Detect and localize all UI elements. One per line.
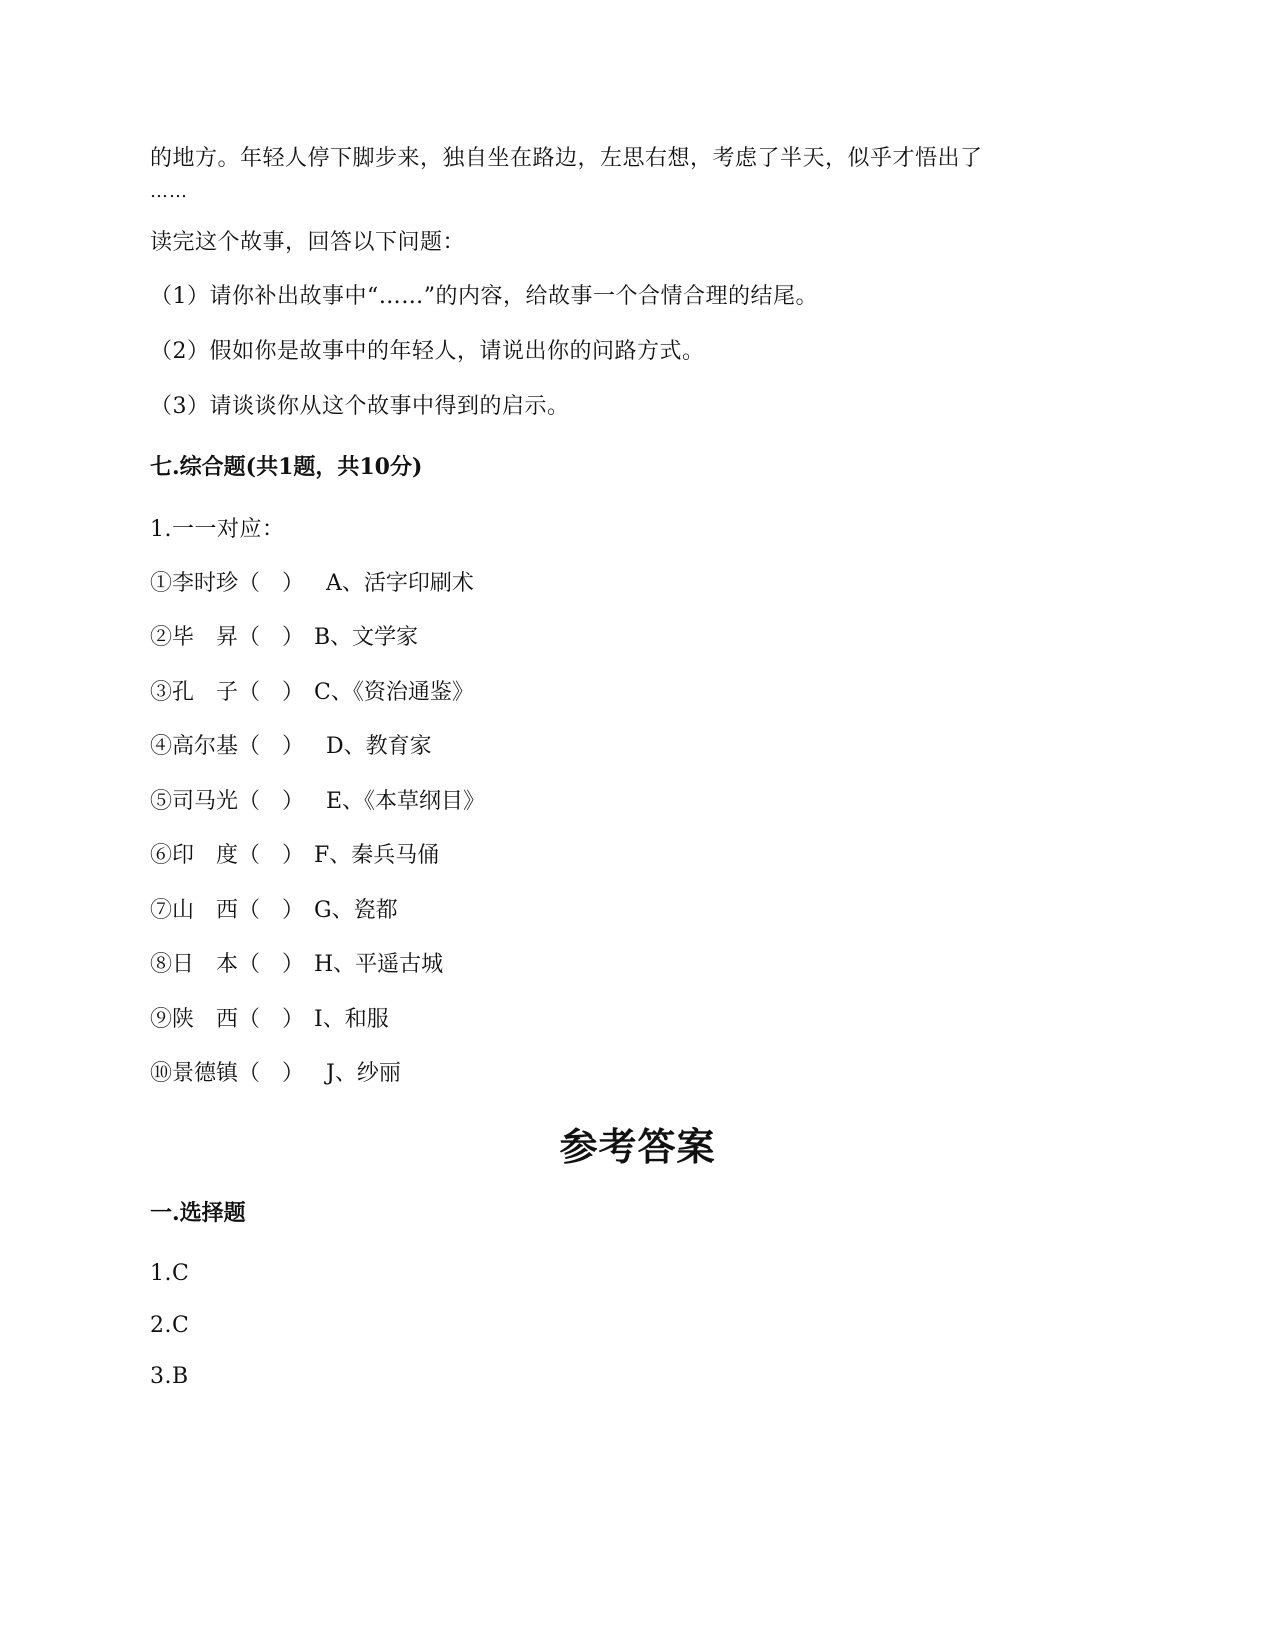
matching-right-item: H、平遥古城 — [314, 952, 444, 977]
answer-item: 1.C — [150, 1261, 190, 1286]
matching-prompt: 1.一一对应： — [150, 517, 285, 542]
matching-right-item: C、《资治通鉴》 — [314, 680, 474, 705]
matching-left-item: ⑩景德镇（ ） — [150, 1061, 305, 1086]
story-text-line: 的地方。年轻人停下脚步来，独自坐在路边，左思右想，考虑了半天，似乎才悟出了 — [150, 146, 983, 171]
matching-row — [150, 731, 432, 763]
matching-row — [150, 949, 444, 981]
answer-item: 3.B — [150, 1364, 189, 1389]
matching-left-item: ④高尔基（ ） — [150, 734, 305, 759]
matching-row — [150, 568, 474, 600]
question-3: （3）请谈谈你从这个故事中得到的启示。 — [150, 394, 570, 419]
matching-row — [150, 1058, 401, 1090]
matching-left-item: ③孔 子（ ） — [150, 680, 305, 705]
matching-row — [150, 677, 474, 709]
matching-left-item: ⑥印 度（ ） — [150, 843, 305, 868]
matching-row — [150, 895, 398, 927]
section-7-title: 七.综合题(共1题，共10分) — [150, 454, 423, 480]
question-1: （1）请你补出故事中“……”的内容，给故事一个合情合理的结尾。 — [150, 284, 818, 309]
matching-left-item: ⑨陕 西（ ） — [150, 1007, 305, 1032]
matching-right-item: G、瓷都 — [314, 898, 398, 923]
answer-key-title: 参考答案 — [559, 1124, 716, 1169]
matching-left-item: ⑧日 本（ ） — [150, 952, 305, 977]
answer-item: 2.C — [150, 1313, 190, 1338]
matching-right-item: B、文学家 — [314, 625, 419, 650]
matching-right-item: J、纱丽 — [326, 1061, 401, 1086]
matching-left-item: ②毕 昇（ ） — [150, 625, 305, 650]
question-2: （2）假如你是故事中的年轻人，请说出你的问路方式。 — [150, 339, 705, 364]
matching-right-item: I、和服 — [314, 1007, 389, 1032]
matching-row — [150, 1004, 389, 1036]
matching-right-item: E、《本草纲目》 — [326, 789, 486, 814]
matching-row — [150, 840, 440, 872]
matching-left-item: ⑤司马光（ ） — [150, 789, 305, 814]
matching-right-item: D、教育家 — [326, 734, 432, 759]
questions-intro: 读完这个故事，回答以下问题： — [150, 230, 466, 255]
matching-row — [150, 786, 486, 818]
matching-right-item: F、秦兵马俑 — [314, 843, 440, 868]
answers-section-1-title: 一.选择题 — [150, 1200, 246, 1226]
story-ellipsis: …… — [150, 181, 188, 202]
matching-right-item: A、活字印刷术 — [326, 571, 474, 596]
matching-left-item: ⑦山 西（ ） — [150, 898, 305, 923]
matching-left-item: ①李时珍（ ） — [150, 571, 305, 596]
matching-row — [150, 622, 419, 654]
